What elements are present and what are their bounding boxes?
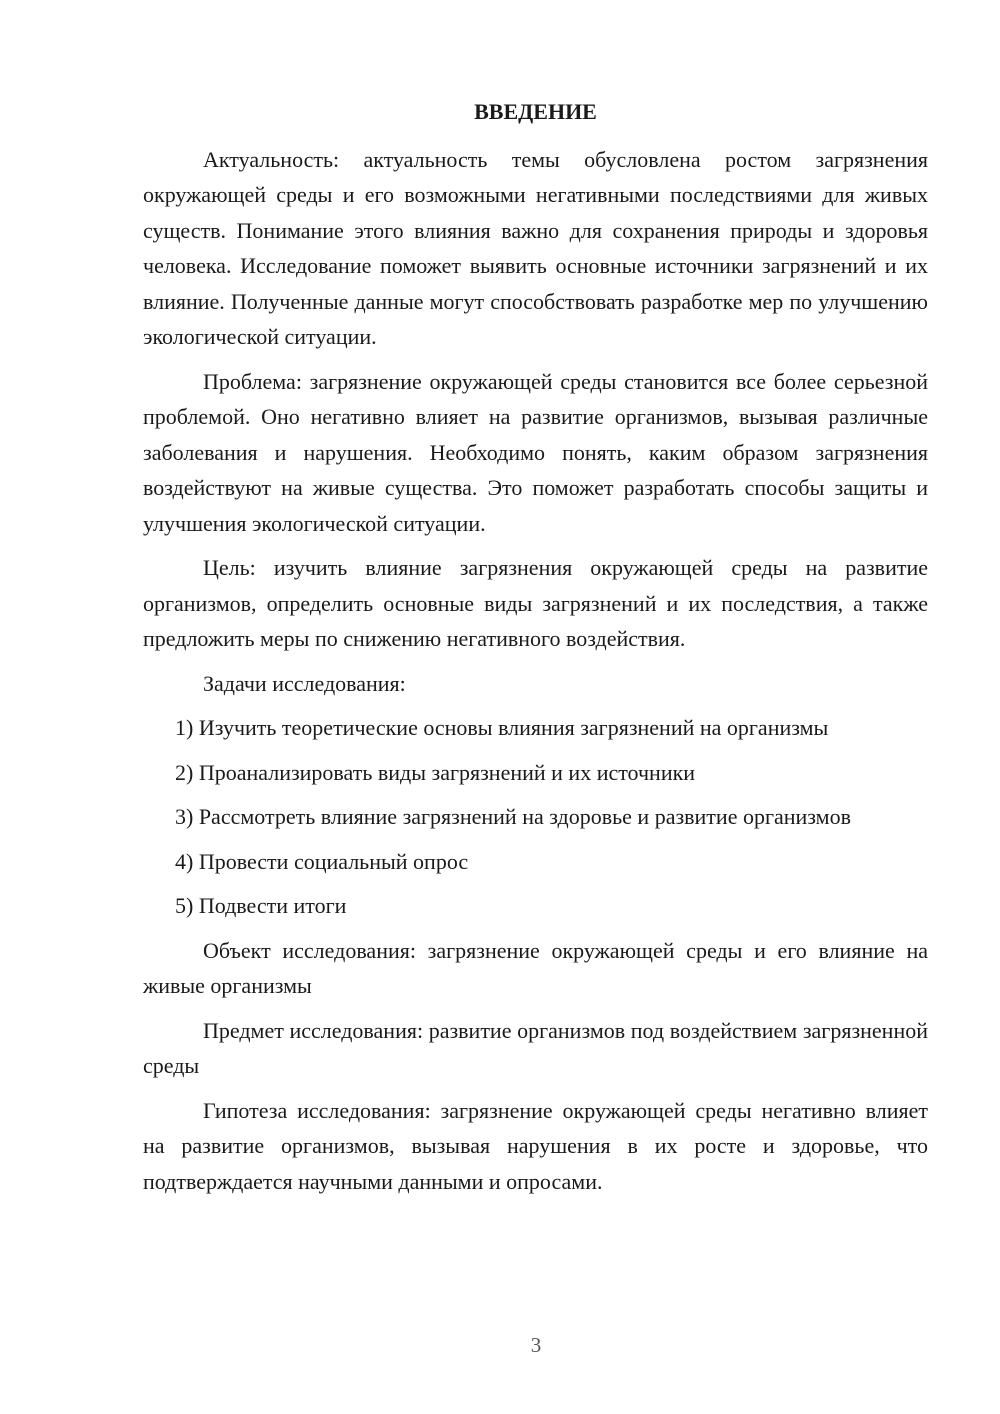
- paragraph-goal: Цель: изучить влияние загрязнения окружающей среды на развитие организмов, определить основные виды загрязнений и их последствия, а также предложить меры по снижению негативного воздействия.: [143, 555, 928, 651]
- task-item-5: 5) Подвести итоги: [175, 893, 347, 918]
- task-item-1: 1) Изучить теоретические основы влияния загрязнений на организмы: [175, 715, 829, 740]
- paragraph-problem: Проблема: загрязнение окружающей среды становится все более серьезной проблемой. Оно негативно влияет на развитие организмов, вызывая различные заболевания и нарушения. Необходимо понять, каким образом загрязнения воздействуют на живые существа. Это поможет разработать способы защиты и улучшения экологической ситуации.: [143, 368, 928, 536]
- document-page: [143, 94, 928, 1208]
- paragraph-object: Объект исследования: загрязнение окружающей среды и его влияние на живые организмы: [143, 937, 928, 998]
- paragraph-relevance: Актуальность: актуальность темы обусловлена ростом загрязнения окружающей среды и его возможными негативными последствиями для живых существ. Понимание этого влияния важно для сохранения природы и здоровья человека. Исследование поможет выявить основные источники загрязнений и их влияние. Полученные данные могут способствовать разработке мер по улучшению экологической ситуации.: [143, 146, 928, 349]
- paragraph-hypothesis: Гипотеза исследования: загрязнение окружающей среды негативно влияет на развитие организмов, вызывая нарушения в их росте и здоровье, что подтверждается научными данными и опросами.: [143, 1097, 928, 1194]
- task-item-2: 2) Проанализировать виды загрязнений и их источники: [175, 759, 696, 785]
- paragraph-subject: Предмет исследования: развитие организмов под воздействием загрязненной среды: [143, 1017, 928, 1078]
- task-item-4: 4) Провести социальный опрос: [175, 848, 469, 874]
- tasks-heading: Задачи исследования:: [203, 670, 406, 696]
- section-title: ВВЕДЕНИЕ: [474, 99, 597, 124]
- page-number: 3: [530, 1333, 542, 1357]
- task-item-3: 3) Рассмотреть влияние загрязнений на здоровье и развитие организмов: [175, 804, 851, 829]
